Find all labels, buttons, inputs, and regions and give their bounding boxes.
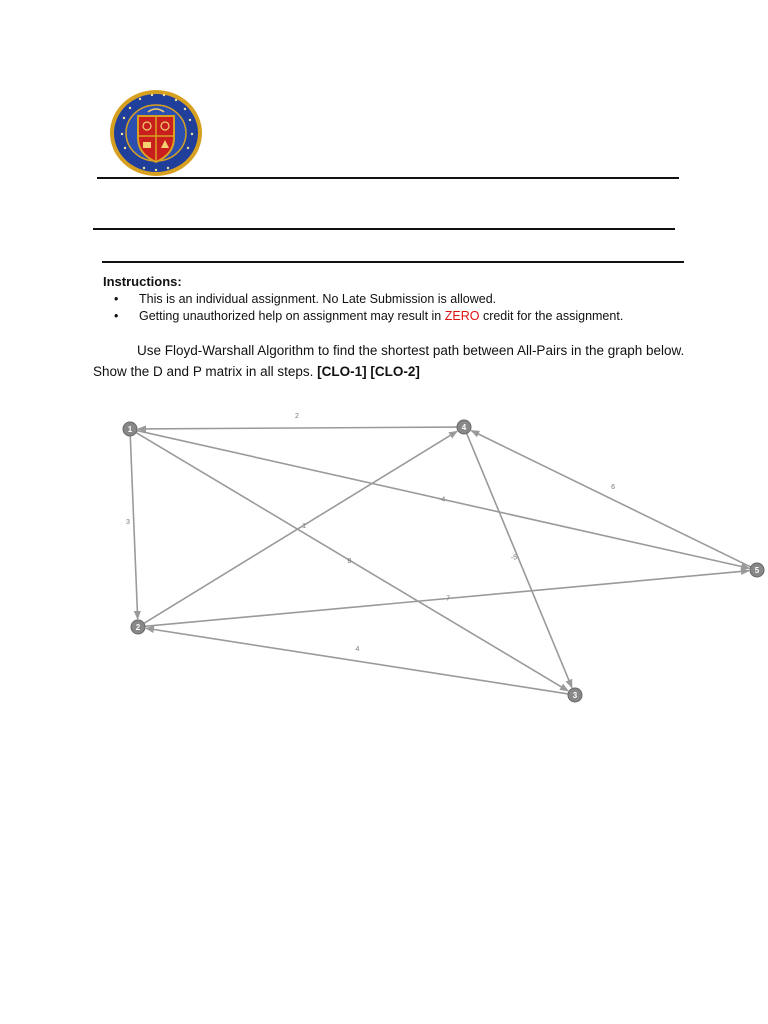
zero-highlight: ZERO [444,309,480,323]
directed-graph [0,400,768,720]
instruction-text-1: This is an individual assignment. No Late Submission is allowed. [139,292,497,306]
book-icon [143,142,151,148]
graph-node-label: 5 [754,566,760,575]
header-rule-2 [93,228,675,230]
instruction-item [114,291,623,308]
instructions-heading: Instructions: [103,274,182,289]
instruction-text-2-post: credit for the assignment. [479,309,624,323]
header-rule-1 [97,177,679,179]
graph-node-label: 3 [572,691,578,700]
edge-weight-label: 4 [355,646,360,654]
edge-weight-label: 1 [302,523,307,531]
graph-node-label: 1 [127,425,133,434]
edge-2-4 [144,431,457,623]
bullet-icon: • [114,309,119,323]
edge-weight-label: 8 [347,558,352,566]
edge-1-3 [136,433,568,691]
graph-node-label: 2 [135,623,141,632]
question-body: Use Floyd-Warshall Algorithm to find the shortest path between All-Pairs in the graph below. Show the D and P matrix in all steps. [93,343,685,379]
question-text [93,340,693,382]
edge-weight-label: 7 [446,595,451,603]
edge-weight-label: -4 [439,496,446,504]
edge-4-1 [138,427,457,429]
instruction-item [114,308,623,325]
edge-weight-label: -5 [510,554,518,562]
bullet-icon: • [114,292,119,306]
instruction-text-2-pre: Getting unauthorized help on assignment may result in [139,309,445,323]
clo-tags: [CLO-1] [CLO-2] [317,364,420,379]
edge-weight-label: 6 [611,484,616,492]
instructions-list [114,291,623,325]
edge-3-2 [146,628,568,694]
header-rule-3 [102,261,684,263]
institute-logo [108,88,204,178]
edge-weight-label: 2 [295,413,299,421]
graph-node-label: 4 [461,423,467,432]
edge-1-2 [130,436,137,619]
edge-weight-label: 3 [126,519,130,527]
